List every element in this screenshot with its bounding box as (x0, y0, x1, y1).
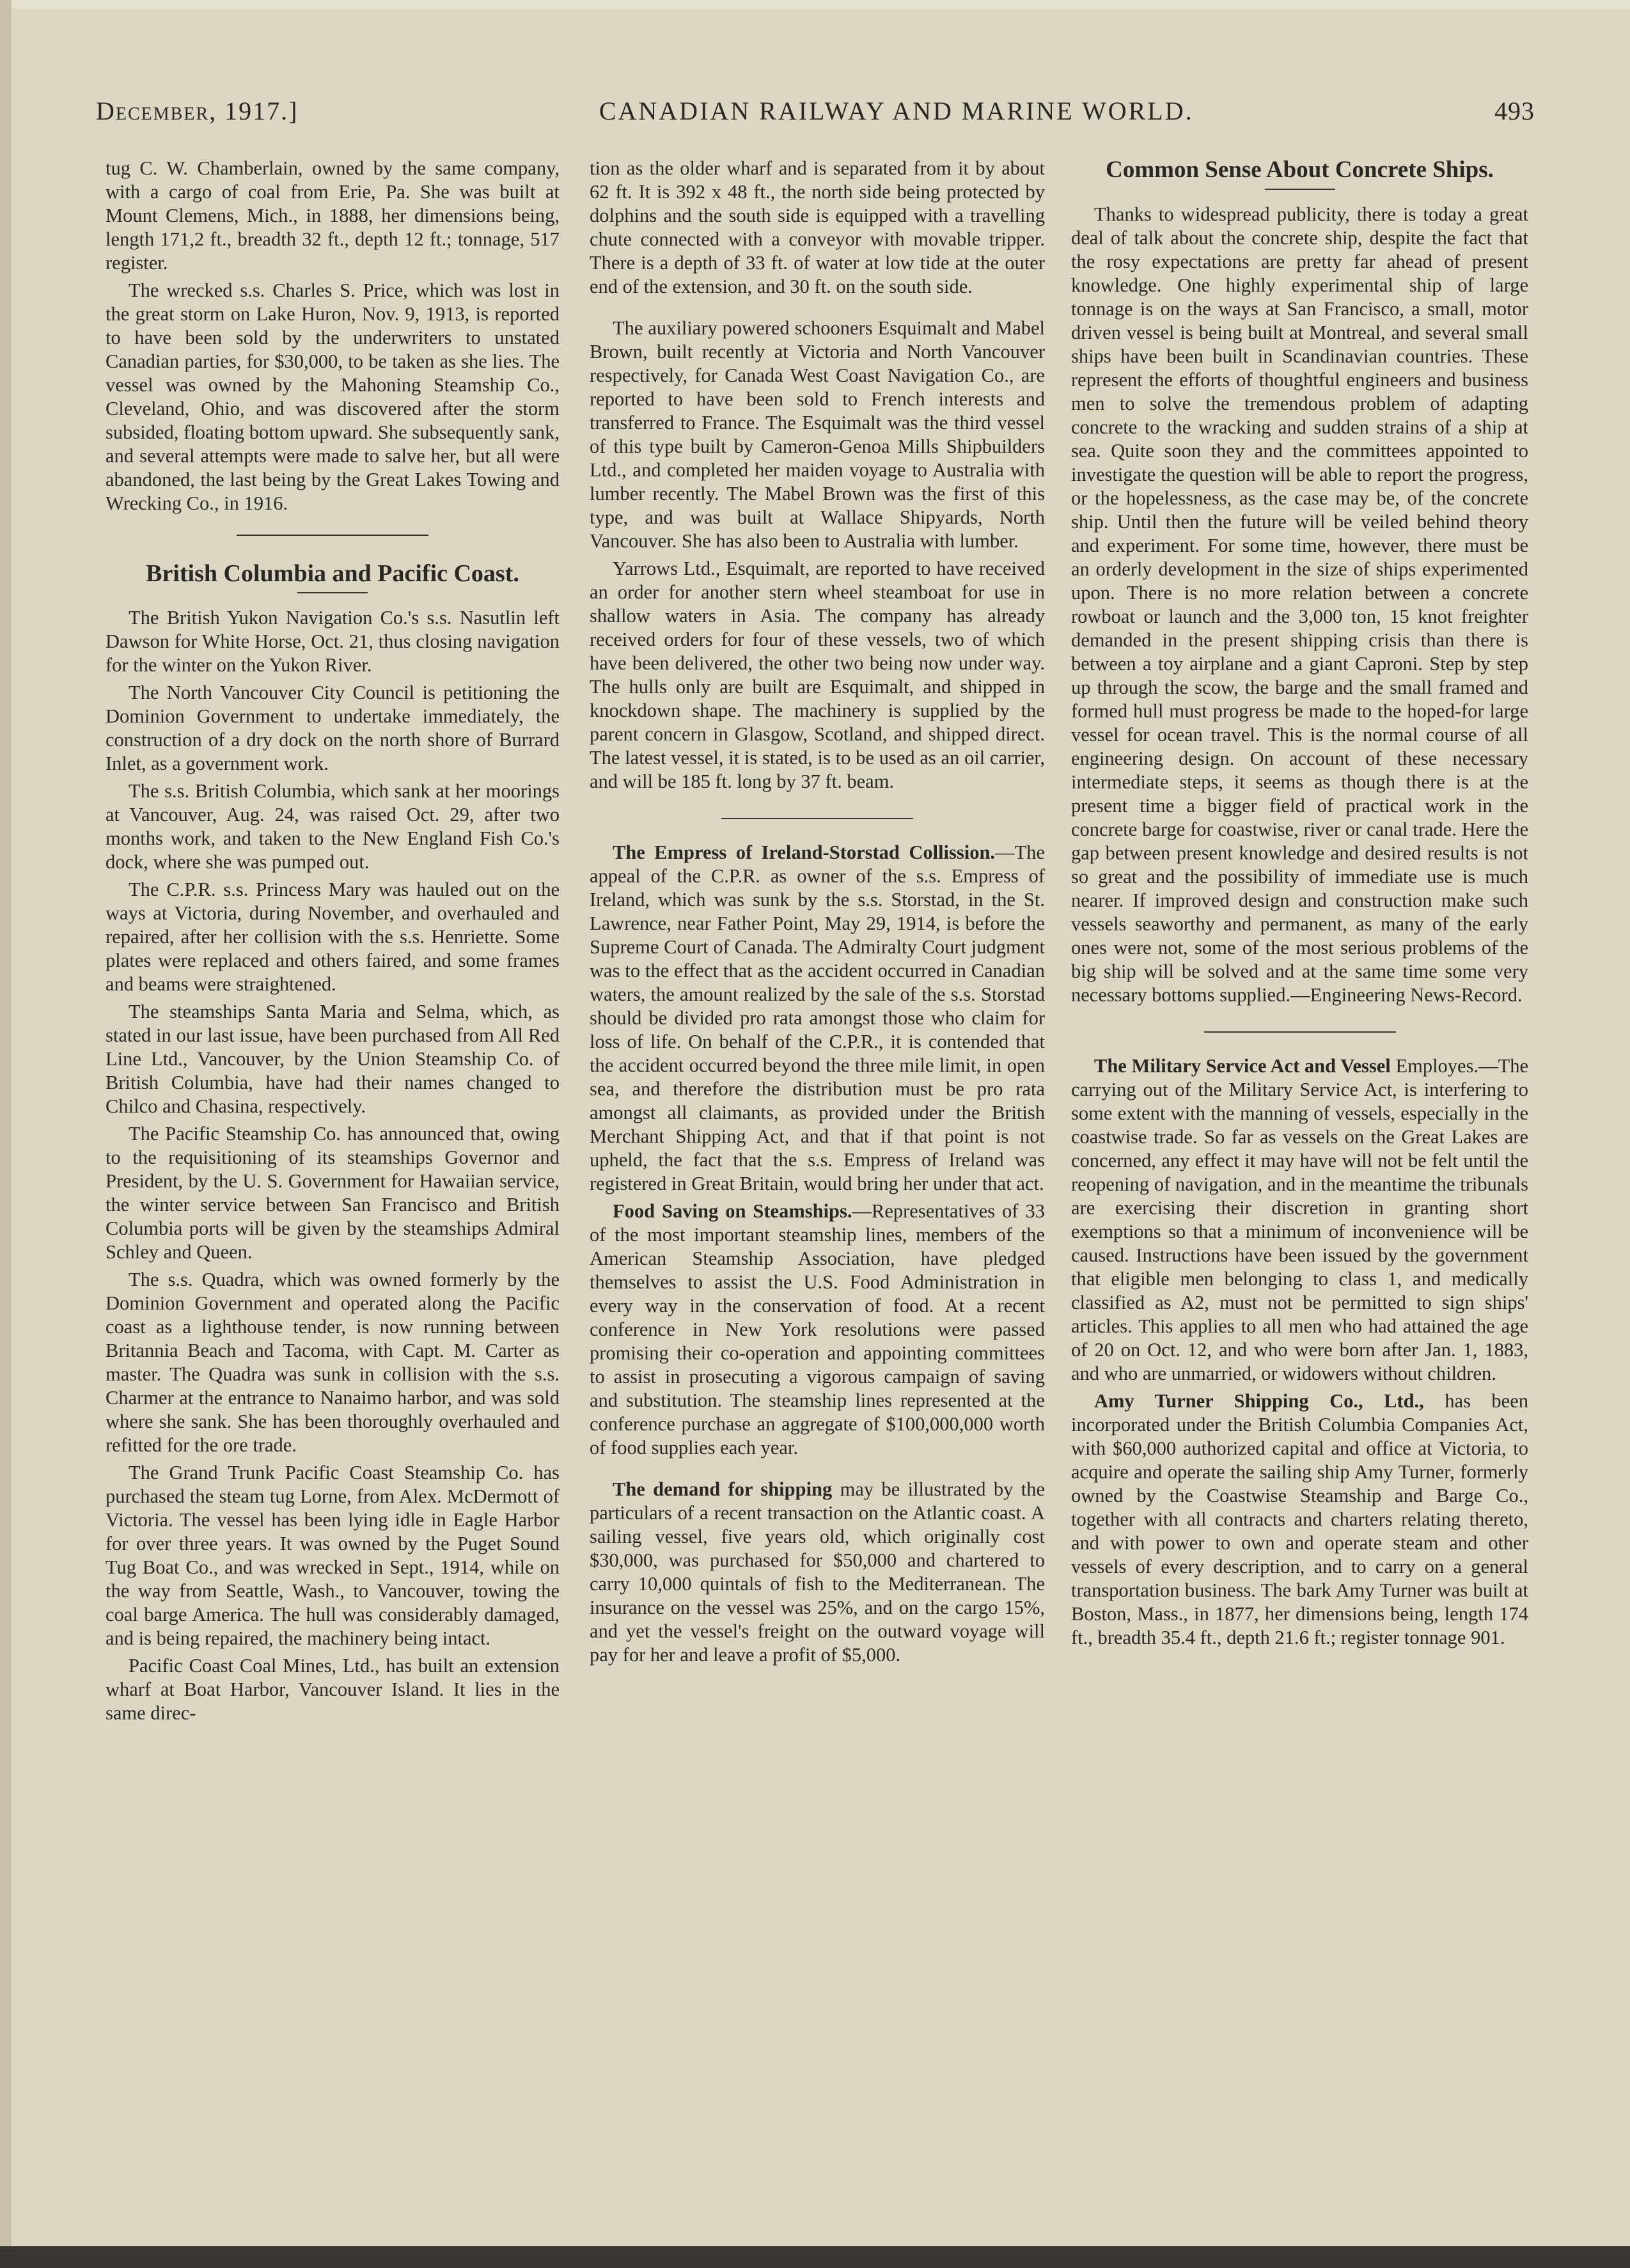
lead-in: Food Saving on Steamships. (613, 1200, 852, 1222)
paragraph: The auxiliary powered schooners Esquimalt and Mabel Brown, built recently at Victoria and North Vancouver respectively, for Canada West Coast Navigation Co., are reported to have been sold to French interests and transferred to France. The Esquimalt was the third vessel of this type built by Cameron-Genoa Mills Shipbuilders Ltd., and completed her maiden voyage to Australia with lumber recently. The Mabel Brown was the first of this type, and was built at Wallace Shipyards, North Vancouver. She has also been to Australia with lumber. (590, 317, 1045, 552)
paragraph: The North Vancouver City Council is petitioning the Dominion Government to undertake immediately, the construction of a dry dock on the north shore of Burrard Inlet, as a government work. (106, 682, 560, 774)
divider (1265, 189, 1335, 190)
lead-in: The demand for shipping (613, 1478, 833, 1500)
paragraph (1071, 1389, 1528, 1650)
paragraph-text: —Representatives of 33 of the most important steamship lines, members of the American Steamship Association, have pledged themselves to assist the U.S. Food Administration in every way in the conservation of food. At a recent conference in New York resolutions were passed promising their co-operation and appointing committees to assist in prosecuting a vigorous campaign of saving and substitution. The steamship lines represented at the conference purchase an aggregate of $100,000,000 worth of food supplies each year. (590, 1200, 1045, 1459)
paragraph: Thanks to widespread publicity, there is today a great deal of talk about the concrete ship, despite the fact that the rosy expectations are pretty far ahead of present knowledge. One highly experimental ship of large tonnage is on the ways at San Francisco, a small, motor driven vessel is being built at Montreal, and several small ships have been built in Scandinavian countries. These represent the efforts of thoughtful engineers and business men to solve the tremendous problem of adapting concrete to the wracking and sudden strains of a ship at sea. Quite soon they and the committees appointed to investigate the question will be able to report the progress, or the hopelessness, as the case may be, of the concrete ship. Until then the future will be veiled behind theory and experiment. For some time, however, there must be an orderly development in the size of ships experimented upon. There is no more relation between a concrete rowboat or launch and the 3,000 ton, 15 knot freighter demanded in the present shipping crisis than there is between a toy airplane and a giant Caproni. Step by step up through the scow, the barge and the small framed and formed hull must progress be made to the hoped-for large vessel for ocean travel. This is the normal course of all engineering design. On account of these necessary intermediate steps, it seems as though there is at the present time a bigger field of practical work in the concrete barge for coastwise, river or canal trade. Here the gap between present knowledge and desired results is not so great and the possibility of immediate use is much nearer. If improved design and construction make such vessels seaworthy and permanent, as many of the early ones were not, some of the most serious problems of the big ship will be solved and at the same time some very necessary bottoms supplied.—Engineering News-Record. (1071, 203, 1528, 1006)
section-heading: British Columbia and Pacific Coast. (146, 560, 519, 587)
paragraph (590, 841, 1045, 1196)
publication-title: CANADIAN RAILWAY AND MARINE WORLD. (599, 97, 1194, 125)
paragraph: Pacific Coast Coal Mines, Ltd., has built an extension wharf at Boat Harbor, Vancouver Island. It lies in the same direc- (106, 1655, 560, 1724)
lead-in: The Empress of Ireland-Storstad Collission. (613, 841, 996, 863)
paragraph-text: —The appeal of the C.P.R. as owner of the s.s. Empress of Ireland, which was sunk by the s.s. Storstad, in the St. Lawrence, near Father Point, May 29, 1914, is before the Supreme Court of Canada. The Admiralty Court judgment was to the effect that as the accident occurred in Canadian waters, the amount realized by the sale of the s.s. Storstad should be divided pro rata amongst those who claim for loss of life. On behalf of the C.P.R., it is contended that the accident occurred beyond the three mile limit, in open sea, and therefore the distribution must be pro rata amongst all claimants, as provided under the British Merchant Shipping Act, and that if that point is not upheld, the fact that the s.s. Empress of Ireland was registered in Great Britain, would bring her under that act. (590, 841, 1045, 1194)
paragraph: The British Yukon Navigation Co.'s s.s. Nasutlin left Dawson for White Horse, Oct. 21, thus closing navigation for the winter on the Yukon River. (106, 607, 560, 676)
paragraph (590, 1478, 1045, 1667)
divider (297, 592, 368, 593)
divider (1204, 1031, 1396, 1033)
paragraph: tug C. W. Chamberlain, owned by the same company, with a cargo of coal from Erie, Pa. She was built at Mount Clemens, Mich., in 1888, her dimensions being, length 171,2 ft., breadth 32 ft., depth 12 ft.; tonnage, 517 register. (106, 157, 560, 274)
paragraph: tion as the older wharf and is separated from it by about 62 ft. It is 392 x 48 ft., the north side being protected by dolphins and the south side is equipped with a travelling chute connected with a conveyor with movable tripper. There is a depth of 33 ft. of water at low tide at the outer end of the extension, and 30 ft. on the south side. (590, 157, 1045, 297)
paragraph (1071, 1054, 1528, 1386)
page-left-edge (0, 0, 12, 2268)
column-middle (590, 157, 1045, 1667)
paragraph: The steamships Santa Maria and Selma, which, as stated in our last issue, have been purchased from All Red Line Ltd., Vancouver, by the Union Steamship Co. of British Columbia, have had their names changed to Chilco and Chasina, respectively. (106, 1001, 560, 1117)
paragraph: The Grand Trunk Pacific Coast Steamship Co. has purchased the steam tug Lorne, from Alex. McDermott of Victoria. The vessel has been lying idle in Eagle Harbor for over three years. It was owned by the Puget Sound Tug Boat Co., and was wrecked in Sept., 1914, while on the way from Seattle, Wash., to Vancouver, towing the coal barge America. The hull was considerably damaged, and is being repaired, the machinery being intact. (106, 1462, 560, 1649)
paragraph: The s.s. British Columbia, which sank at her moorings at Vancouver, Aug. 24, was raised Oct. 29, after two months work, and taken to the New England Fish Co.'s dock, where she was pumped out. (106, 780, 560, 873)
running-header (96, 96, 1535, 141)
issue-date: December, 1917.] (96, 97, 299, 125)
lead-in: Amy Turner Shipping Co., Ltd., (1094, 1390, 1424, 1412)
paragraph: Yarrows Ltd., Esquimalt, are reported to have received an order for another stern wheel steamboat for use in shallow waters in Asia. The company has already received orders for four of these vessels, two of which have been delivered, the other two being now under way. The hulls only are built are Esquimalt, and shipped in knockdown shape. The machinery is supplied by the parent concern in Glasgow, Scotland, and shipped direct. The latest vessel, it is stated, is to be used as an oil carrier, and will be 185 ft. long by 37 ft. beam. (590, 558, 1045, 792)
paragraph: The Pacific Steamship Co. has announced that, owing to the requisitioning of its steamships Governor and President, by the U. S. Government for Hawaiian service, the winter service between San Francisco and British Columbia ports will be given by the steamships Admiral Schley and Queen. (106, 1123, 560, 1263)
column-left (106, 157, 560, 1725)
page-top-edge (0, 0, 1630, 9)
divider (721, 818, 913, 819)
lead-in: The Military Service Act and Vessel (1094, 1055, 1391, 1077)
paragraph-text: has been incorporated under the British Columbia Companies Act, with $60,000 authorized capital and office at Victoria, to acquire and operate the sailing ship Amy Turner, formerly owned by the Coastwise Steamship and Barge Co., together with all contracts and charters relating thereto, and with power to own and operate steam and other vessels of every description, and to carry on a general transportation business. The bark Amy Turner was built at Boston, Mass., in 1877, her dimensions being, length 174 ft., breadth 35.4 ft., depth 21.6 ft.; register tonnage 901. (1071, 1390, 1528, 1648)
column-right (1071, 157, 1528, 1650)
article-heading: Common Sense About Concrete Ships. (1106, 157, 1494, 183)
paragraph: The wrecked s.s. Charles S. Price, which was lost in the great storm on Lake Huron, Nov. 9, 1913, is reported to have been sold by the underwriters to unstated Canadian parties, for $30,000, to be taken as she lies. The vessel was owned by the Mahoning Steamship Co., Cleveland, Ohio, and was discovered after the storm subsided, floating bottom upward. She subsequently sank, and several attempts were made to salve her, but all were abandoned, the last being by the Great Lakes Towing and Wrecking Co., in 1916. (106, 279, 560, 514)
paragraph (590, 1200, 1045, 1460)
page-number: 493 (1494, 97, 1535, 125)
page-bottom-edge (0, 2246, 1630, 2268)
paragraph-text: Employes.—The carrying out of the Military Service Act, is interfering to some extent with the manning of vessels, especially in the coastwise trade. So far as vessels on the Great Lakes are concerned, any effect it may have will not be felt until the reopening of navigation, and in the meantime the tribunals are exercising their discretion in granting short exemptions so that a minimum of inconvenience will be caused. Instructions have been issued by the government that eligible men belonging to class 1, and medically classified as A2, must not be permitted to sign ships' articles. This applies to all men who had attained the age of 20 on Oct. 12, and who were born after Jan. 1, 1883, and who are unmarried, or widowers without children. (1071, 1055, 1528, 1384)
divider (237, 535, 428, 536)
paragraph: The C.P.R. s.s. Princess Mary was hauled out on the ways at Victoria, during November, and overhauled and repaired, after her collision with the s.s. Henriette. Some plates were replaced and others faired, and some frames and beams were straightened. (106, 879, 560, 995)
paragraph: The s.s. Quadra, which was owned formerly by the Dominion Government and operated along the Pacific coast as a lighthouse tender, is now running between Britannia Beach and Tacoma, with Capt. M. Carter as master. The Quadra was sunk in collision with the s.s. Charmer at the entrance to Nanaimo harbor, and was sold where she sank. She has been thoroughly overhauled and refitted for the ore trade. (106, 1269, 560, 1456)
paragraph-text: may be illustrated by the particulars of a recent transaction on the Atlantic coast. A sailing vessel, five years old, which originally cost $30,000, was purchased for $50,000 and chartered to carry 10,000 quintals of fish to the Mediterranean. The insurance on the vessel was 25%, and on the cargo 15%, and yet the vessel's freight on the outward voyage will pay for her and leave a profit of $5,000. (590, 1478, 1045, 1666)
